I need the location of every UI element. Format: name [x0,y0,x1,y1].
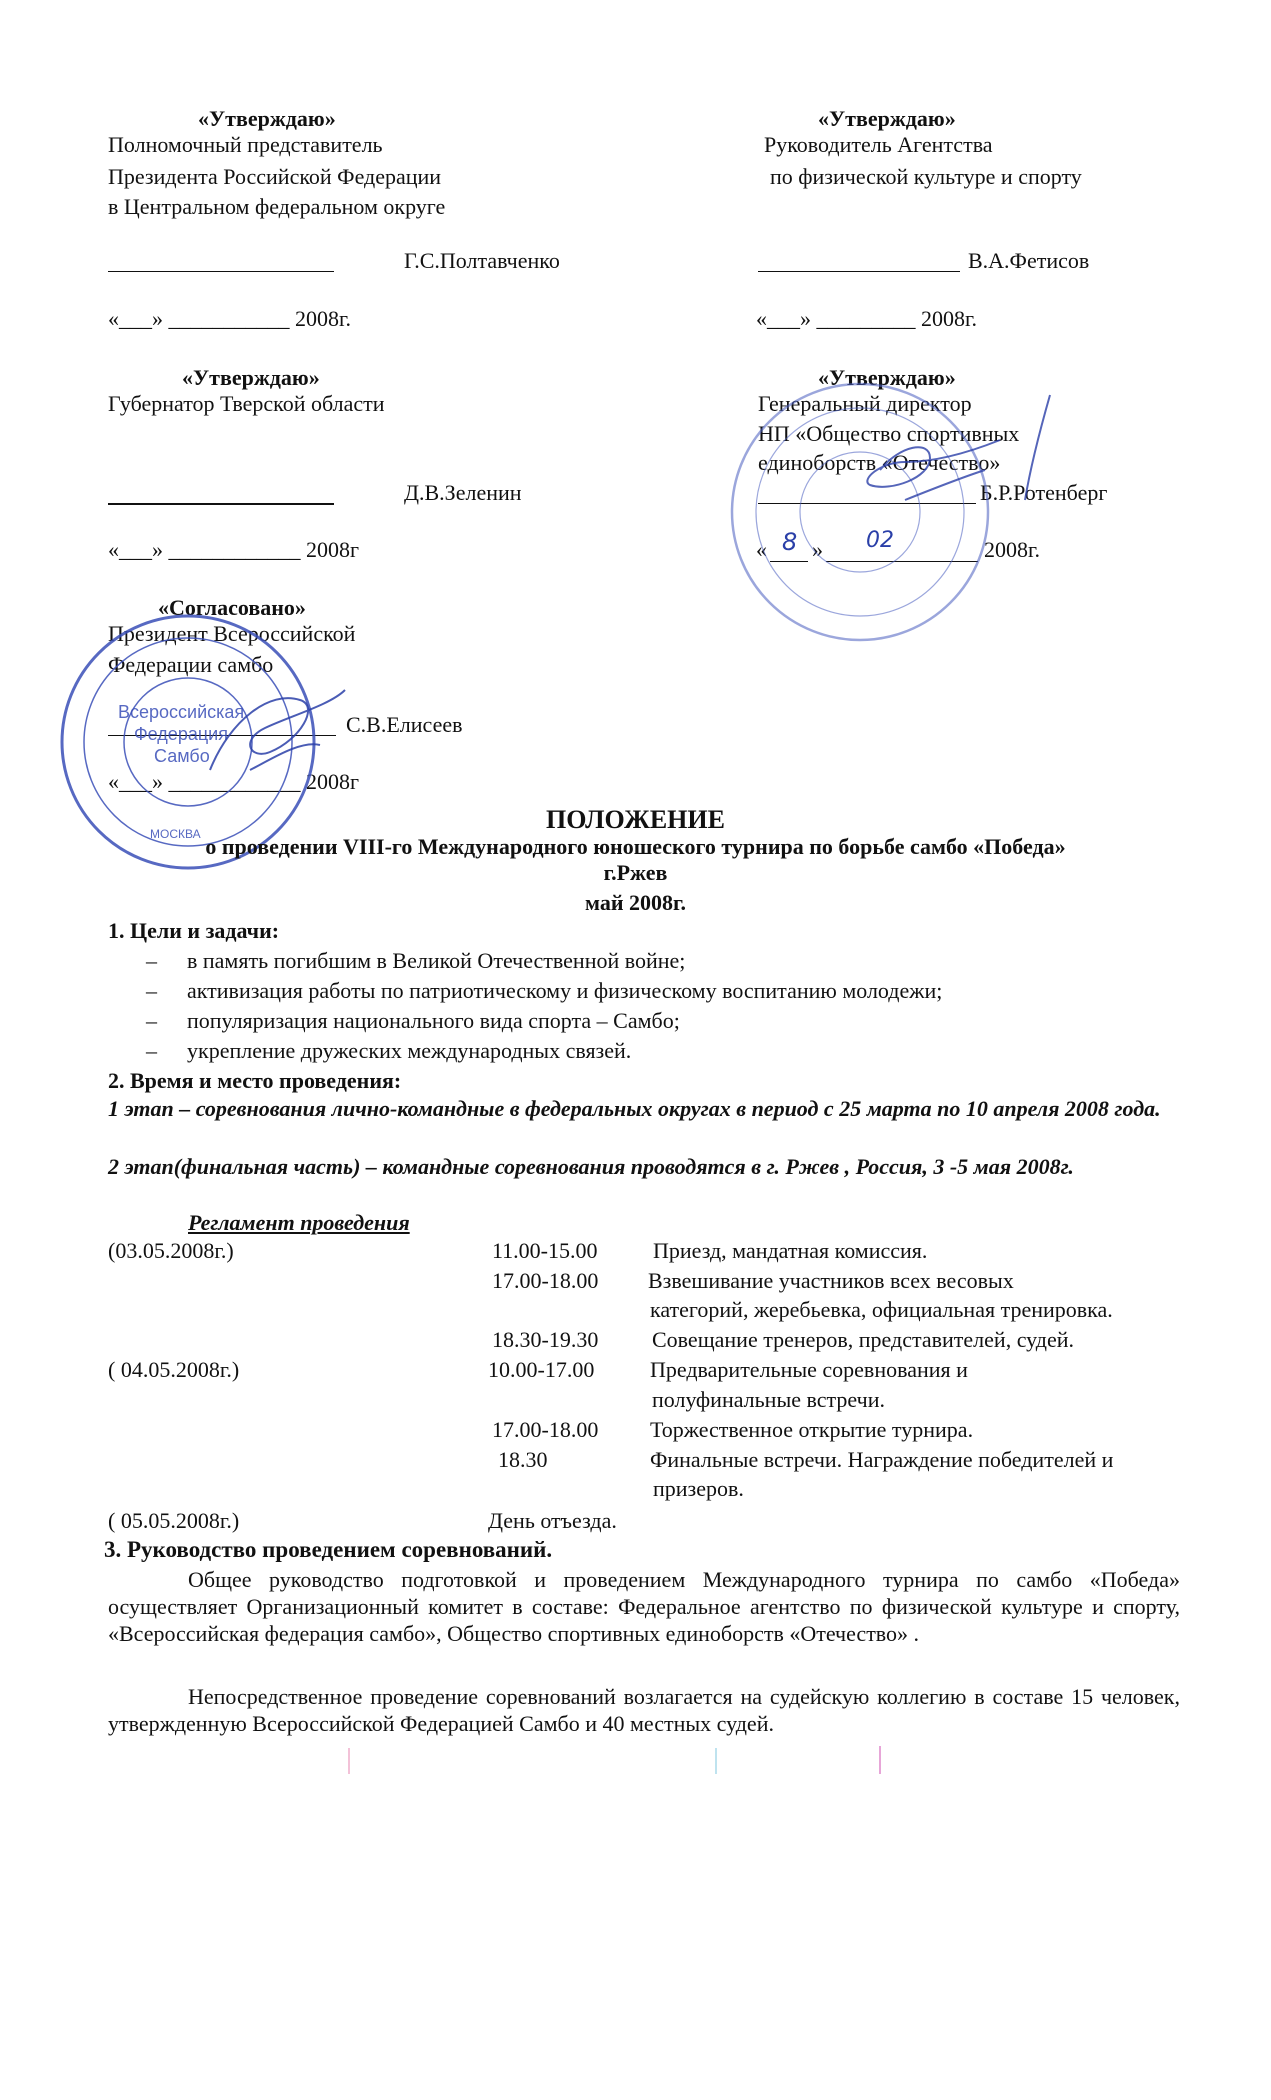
approval-left2-heading: «Утверждаю» [182,365,320,390]
approval-right2-line1: Генеральный директор [758,391,972,416]
schedule-event-cont: категорий, жеребьевка, официальная тренировка. [650,1297,1113,1322]
approval-right2-date-open: « [756,537,767,562]
approval-left2-name: Д.В.Зеленин [404,480,522,505]
approval-right1-date: «___» _________ 2008г. [756,306,978,331]
schedule-event-cont: полуфинальные встречи. [652,1387,885,1412]
approval-right2-month: 02 [866,528,894,553]
schedule-time: 18.30-19.30 [492,1327,599,1352]
left-stamp-text1: Всероссийская [118,702,245,722]
section1-item: активизация работы по патриотическому и физическому воспитанию молодежи; [187,978,943,1003]
section3-paragraph1: Общее руководство подготовкой и проведением Международного турнира по самбо «Победа» осуществляет Организационный комитет в составе: Федеральное агентство по физической культуре и спорту, «Всероссийская федерация самбо», Общество спортивных единоборств «Отечество» . [108,1567,1180,1646]
approval-right2-day: 8 [782,528,798,556]
right-stamp [732,384,988,640]
scan-mark [715,1748,717,1774]
agreed-heading: «Согласовано» [158,595,306,620]
section1-heading: 1. Цели и задачи: [108,918,280,943]
section2-stage2: 2 этап(финальная часть) – командные соревнования проводятся в г. Ржев , Россия, 3 -5 мая 2008г. [108,1154,1074,1179]
section2-stage1: 1 этап – соревнования лично-командные в федеральных округах в период с 25 марта по 10 апреля 2008 года. [108,1096,1161,1121]
section1-dash: – [146,978,157,1003]
approval-right2-line2: НП «Общество спортивных [758,421,1020,446]
section1-dash: – [146,948,157,973]
left-stamp-text2: Федерация [134,724,228,744]
section1-item: укрепление дружеских международных связей. [187,1038,632,1063]
section2-heading: 2. Время и место проведения: [108,1068,402,1093]
approval-right2-name: Б.Р.Ротенберг [980,480,1108,505]
schedule-event: Торжественное открытие турнира. [650,1417,974,1442]
scan-mark [879,1746,881,1774]
schedule-time: 10.00-17.00 [488,1357,595,1382]
approval-right2-date: 2008г. [984,537,1041,562]
section3-heading: 3. Руководство проведением соревнований. [104,1537,553,1562]
section1-item: популяризация национального вида спорта – Самбо; [187,1008,680,1033]
schedule-event: Совещание тренеров, представителей, судей. [652,1327,1075,1352]
approval-left2-date: «___» ____________ 2008г [108,537,360,562]
approval-right2-date-close: » [812,537,823,562]
approval-left1-heading: «Утверждаю» [198,106,336,131]
agreed-line2: Федерации самбо [108,652,274,677]
left-stamp-text3: Самбо [154,746,210,766]
scan-mark [348,1748,350,1774]
approval-left1-line2: Президента Российской Федерации [108,164,442,189]
schedule-date: ( 05.05.2008г.) [108,1508,240,1533]
section1-dash: – [146,1008,157,1033]
left-stamp-text4: МОСКВА [150,827,201,841]
agreed-date: «___» ____________ 2008г [108,769,360,794]
section1-item: в память погибшим в Великой Отечественной войне; [187,948,686,973]
right-signature [867,395,1050,500]
schedule-date: (03.05.2008г.) [108,1238,234,1263]
schedule-date: ( 04.05.2008г.) [108,1357,240,1382]
approval-right2-heading: «Утверждаю» [818,365,956,390]
document-city: г.Ржев [603,860,668,885]
schedule-event: Предварительные соревнования и [650,1357,968,1382]
schedule-event: Приезд, мандатная комиссия. [653,1238,928,1263]
schedule-time: 18.30 [498,1447,548,1472]
schedule-event: Финальные встречи. Награждение победителей и [650,1447,1114,1472]
schedule-event: День отъезда. [488,1508,617,1533]
approval-left1-date: «___» ___________ 2008г. [108,306,352,331]
approval-right2-line3: единоборств «Отечество» [758,450,1001,475]
section1-dash: – [146,1038,157,1063]
approval-right1-line2: по физической культуре и спорту [770,164,1082,189]
agreed-name: С.В.Елисеев [346,712,463,737]
approval-right1-line1: Руководитель Агентства [764,132,993,157]
section3-paragraph2: Непосредственное проведение соревнований возлагается на судейскую коллегию в составе 15 человек, утвержденную Всероссийской Федерацией Самбо и 40 местных судей. [108,1684,1180,1736]
schedule-event: Взвешивание участников всех весовых [648,1268,1014,1293]
schedule-heading: Регламент проведения [188,1210,410,1235]
approval-left2-line1: Губернатор Тверской области [108,391,385,416]
agreed-line1: Президент Всероссийской [108,621,356,646]
schedule-time: 17.00-18.00 [492,1417,599,1442]
document-title: ПОЛОЖЕНИЕ [546,805,725,834]
approval-left1-line3: в Центральном федеральном округе [108,194,446,219]
approval-left1-line1: Полномочный представитель [108,132,383,157]
approval-left1-name: Г.С.Полтавченко [404,248,560,273]
approval-right1-heading: «Утверждаю» [818,106,956,131]
schedule-time: 17.00-18.00 [492,1268,599,1293]
document-subtitle: о проведении VIII-го Международного юношеского турнира по борьбе самбо «Победа» [205,834,1066,859]
schedule-time: 11.00-15.00 [492,1238,598,1263]
document-date: май 2008г. [584,890,687,915]
approval-right1-name: В.А.Фетисов [968,248,1090,273]
schedule-event-cont: призеров. [653,1476,744,1501]
